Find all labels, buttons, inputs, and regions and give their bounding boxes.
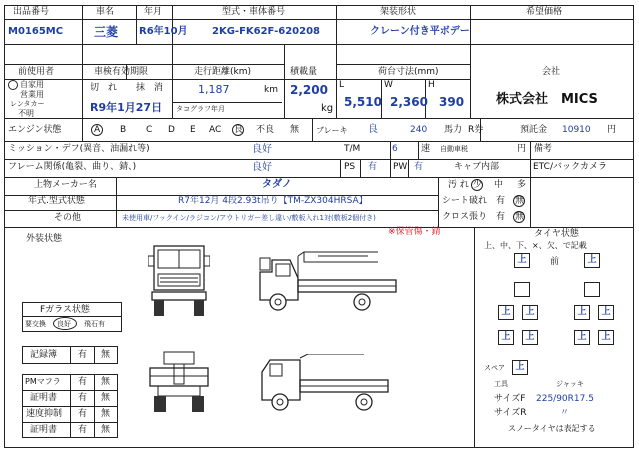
- load-label: 積載量: [290, 67, 318, 77]
- deposit-unit: 円: [607, 125, 617, 135]
- dim-h-label: H: [428, 80, 435, 90]
- exterior-label: 外装状態: [26, 234, 63, 244]
- tm-label: T/M: [344, 144, 361, 154]
- snow-tire-note: スノータイヤは表記する: [508, 424, 596, 433]
- mission-label: ミッション・デフ(異音、油漏れ等): [8, 144, 150, 154]
- lot-no-label: 出品番号: [13, 7, 50, 17]
- storage-note: ※保管傷・錆: [388, 227, 441, 237]
- inspect-date: R9年1月27日: [90, 101, 163, 114]
- year-label: 年月: [144, 7, 163, 17]
- use-rental: レンタカー: [10, 100, 45, 108]
- ac-good: 良: [234, 125, 244, 135]
- cab-label: キャブ内部: [454, 162, 500, 172]
- tools-label: 工具: [494, 380, 508, 388]
- model-label: 型式・車体番号: [222, 7, 286, 17]
- frame: 良好: [252, 162, 272, 173]
- speed-limiter-label: 速度抑制: [26, 409, 63, 419]
- size-f-label: サイズF: [494, 394, 526, 404]
- tire-front-left: 上: [514, 253, 530, 268]
- certificate-1-label: 証明書: [30, 393, 58, 403]
- deposit: 10910: [562, 125, 591, 135]
- dim-w: 2,360: [390, 95, 428, 109]
- grade-c: C: [146, 125, 153, 135]
- seat-no: 無: [515, 196, 525, 206]
- notes-label: 備考: [534, 144, 553, 154]
- grade-a: A: [94, 125, 101, 135]
- dim-l-label: L: [339, 80, 345, 90]
- tire-rear-inner-right-2: 上: [574, 330, 590, 345]
- certificate-1-no: 無: [101, 393, 111, 403]
- tire-mid-right: [584, 282, 600, 297]
- use-unknown: 不明: [18, 109, 34, 118]
- fglass-label: Fガラス状態: [40, 305, 90, 315]
- dirt-mid: 中: [494, 180, 504, 190]
- dirt-high: 多: [517, 180, 527, 190]
- upper-spec: R7年12月 4段2.93t吊り【TM-ZX304HRSA】: [178, 196, 368, 206]
- use-eigyo: 営業用: [20, 90, 44, 99]
- dirt-low: 少: [473, 180, 483, 190]
- upper-maker-label: 上物メーカー名: [34, 180, 97, 190]
- deposit-label: 預託金: [520, 125, 548, 135]
- body-type: クレーン付き平ボデー: [370, 26, 470, 37]
- truck-front-view: [148, 242, 210, 318]
- etc-label: ETC/バックカメラ: [533, 162, 607, 172]
- brake: 良: [368, 124, 378, 135]
- frame-label: フレーム関係(亀裂、曲り、錆、): [8, 162, 137, 172]
- tire-front-label: 前: [550, 257, 560, 267]
- upper-other-label: その他: [54, 213, 82, 223]
- tacho-label: タコグラフ年月: [176, 105, 225, 113]
- load-unit: kg: [321, 103, 334, 114]
- ps-label: PS: [344, 162, 356, 172]
- ac-label: AC: [209, 125, 222, 135]
- tm: 6: [392, 144, 398, 154]
- body-label: 架装形状: [380, 7, 417, 17]
- cross-label: クロス張り: [442, 212, 488, 222]
- certificate-2-label: 証明書: [30, 425, 58, 435]
- tire-legend: 上、中、下、×、欠、で記載: [484, 241, 587, 250]
- mileage-unit: km: [264, 85, 278, 95]
- jack-label: ジャッキ: [556, 380, 584, 388]
- use-selected-mark: [8, 80, 18, 90]
- model: 2KG-FK62F-620208: [212, 26, 320, 37]
- certificate-2-yes: 有: [78, 425, 88, 435]
- tire-rear-inner-right-1: 上: [574, 305, 590, 320]
- upper-spec-label: 年式.型式状態: [28, 196, 85, 206]
- dim-l: 5,510: [344, 95, 382, 109]
- fglass-good: 良好: [57, 320, 71, 328]
- speed-limiter-yes: 有: [78, 409, 88, 419]
- record-book-yes: 有: [78, 350, 88, 360]
- pw-value: 有: [414, 162, 424, 172]
- tire-rear-outer-right-1: 上: [598, 305, 614, 320]
- prev-use-label: 前使用者: [18, 67, 55, 77]
- load: 2,200: [290, 83, 328, 97]
- company-label: 会社: [542, 67, 561, 77]
- hp-label: 馬力: [444, 125, 463, 135]
- engine-label: エンジン状態: [8, 125, 62, 135]
- r-label: R券: [468, 125, 484, 135]
- company: 株式会社 MICS: [496, 92, 598, 107]
- dims-label: 荷台寸法(mm): [378, 67, 439, 77]
- upper-other: 未使用車/フックイン/ラジコン/アウトリガー差し違い/敷板入れ1対(敷板2個付き): [122, 214, 376, 222]
- inspect-label: 車検有効期限: [94, 67, 149, 77]
- tire-title: タイヤ状態: [534, 229, 579, 239]
- auto-tax-unit: 円: [517, 144, 527, 154]
- fglass-replace: 要交換: [25, 320, 46, 328]
- tire-rear-outer-right-2: 上: [598, 330, 614, 345]
- truck-side-view-right: [258, 250, 398, 312]
- dirt-label: 汚 れ: [448, 180, 469, 190]
- pw-label: PW: [393, 162, 408, 172]
- record-book-no: 無: [101, 350, 111, 360]
- fglass-chip: 飛石有: [84, 320, 105, 328]
- certificate-2-no: 無: [101, 425, 111, 435]
- cross-yes: 有: [496, 212, 506, 222]
- spare-label: スペア: [484, 364, 505, 372]
- tire-rear-outer-left-1: 上: [498, 305, 514, 320]
- ac-bad: 不良: [256, 125, 275, 135]
- record-book-label: 記録簿: [30, 350, 58, 360]
- hp: 240: [410, 125, 428, 135]
- mileage-label: 走行距離(km): [194, 67, 252, 77]
- grade-e: E: [190, 125, 196, 135]
- tire-rear-inner-left-1: 上: [522, 305, 538, 320]
- pm-muffler-yes: 有: [78, 377, 88, 387]
- tire-front-right: 上: [584, 253, 600, 268]
- speed-limiter-no: 無: [101, 409, 111, 419]
- certificate-1-yes: 有: [78, 393, 88, 403]
- tire-rear-inner-left-2: 上: [522, 330, 538, 345]
- maker: 三菱: [94, 25, 119, 39]
- maker-label: 車名: [96, 7, 115, 17]
- tire-spare: 上: [512, 360, 528, 375]
- pm-muffler-label: PMマフラ: [25, 377, 61, 386]
- brake-label: ブレーキ: [316, 126, 348, 135]
- size-r-label: サイズR: [494, 408, 527, 418]
- massho: 抹 消: [136, 83, 164, 93]
- size-r: 〃: [560, 408, 570, 418]
- year: R6年10月: [139, 26, 188, 37]
- truck-rear-view: [148, 350, 210, 416]
- size-f: 225/90R17.5: [536, 394, 594, 404]
- price-label: 希望価格: [526, 7, 563, 17]
- pm-muffler-no: 無: [101, 377, 111, 387]
- soku: 速: [421, 144, 431, 154]
- tire-rear-outer-left-2: 上: [498, 330, 514, 345]
- mileage: 1,187: [198, 83, 230, 96]
- grade-d: D: [168, 125, 175, 135]
- upper-maker: タダノ: [262, 179, 292, 190]
- seat-label: シート破れ: [442, 196, 488, 206]
- dim-h: 390: [439, 95, 465, 109]
- ps-value: 有: [368, 162, 378, 172]
- auto-tax-label: 自動車税: [440, 145, 468, 153]
- ac-none: 無: [290, 125, 300, 135]
- lot-no: M0165MC: [8, 26, 64, 37]
- seat-yes: 有: [496, 196, 506, 206]
- dim-w-label: W: [384, 80, 393, 90]
- tire-mid-left: [514, 282, 530, 297]
- cross-no: 無: [515, 212, 525, 222]
- use-jika: 自家用: [20, 80, 44, 89]
- truck-side-view-left: [260, 354, 390, 414]
- kireru: 切 れ: [90, 83, 118, 93]
- grade-b: B: [120, 125, 127, 135]
- mission: 良好: [252, 144, 272, 155]
